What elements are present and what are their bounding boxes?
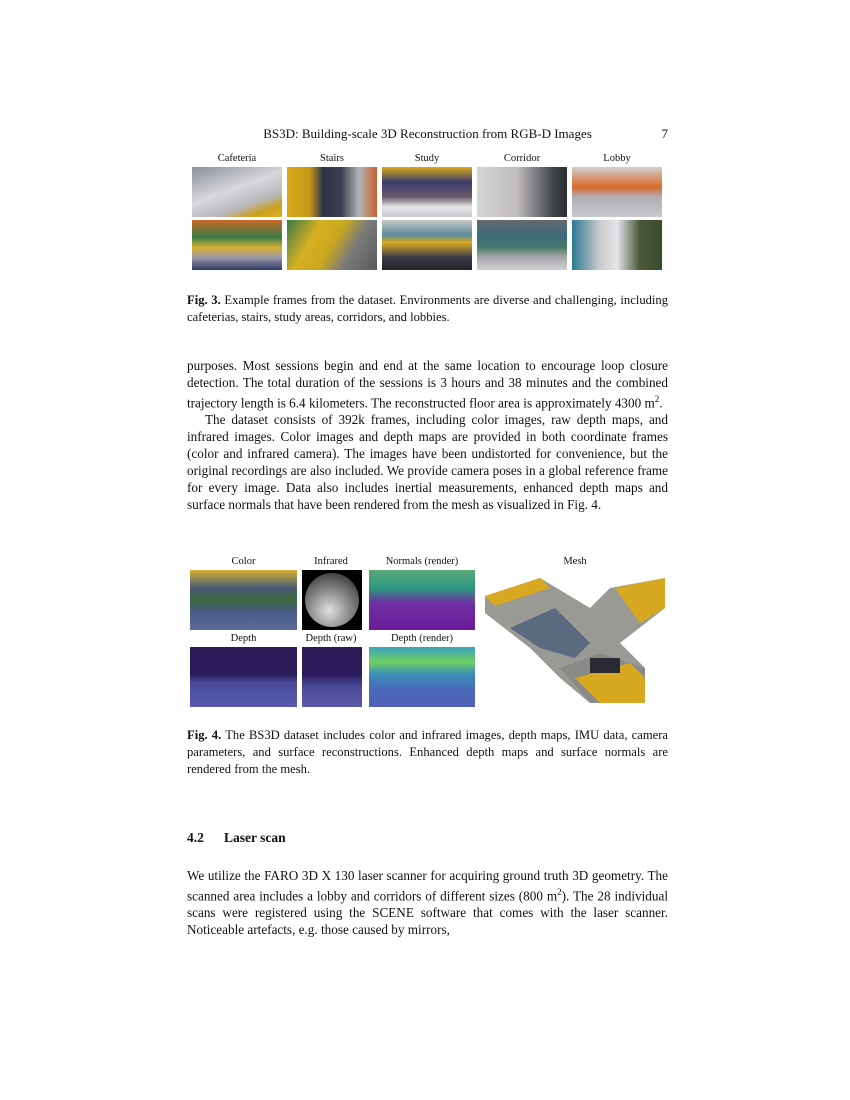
fig4-label-infrared: Infrared	[314, 556, 348, 567]
corridor-photo-2	[477, 220, 567, 270]
fig3-label-stairs: Stairs	[320, 153, 344, 164]
fig4-caption-label: Fig. 4.	[187, 728, 222, 742]
section-number: 4.2	[187, 830, 204, 845]
fig4-caption-text: The BS3D dataset includes color and infrared images, depth maps, IMU data, camera parameters, and surface reconstructions. Enhanced depth maps and surface normals are rendered from the mesh.	[187, 728, 668, 776]
section-heading	[187, 830, 286, 846]
fig3-caption-label: Fig. 3.	[187, 293, 221, 307]
page-number: 7	[661, 126, 668, 141]
superscript: 2	[557, 887, 562, 897]
paragraph-1-text: purposes. Most sessions begin and end at the same location to encourage loop closure detection. The total duration of the sessions is 3 hours and 38 minutes and the combined trajectory length is 6.4 kilometers. The reconstructed floor area is approximately 4300 m	[187, 358, 668, 411]
body-text-2	[187, 867, 668, 938]
corridor-photo-1	[477, 167, 567, 217]
fig3-label-study: Study	[414, 153, 440, 164]
section-title: Laser scan	[224, 830, 286, 845]
normals-render-image	[369, 570, 475, 630]
depth-image	[190, 647, 297, 707]
fig3-caption	[187, 292, 668, 326]
fig4-label-depth: Depth	[230, 633, 257, 644]
infrared-image	[302, 570, 362, 630]
fig4-label-normals: Normals (render)	[385, 556, 459, 567]
paragraph-2: The dataset consists of 392k frames, including color images, raw depth maps, and infrared images. Color images and depth maps are provided in both coordinate frames (color and infrared camera). The images have been undistorted for convenience, but the original recordings are also included. We provide camera poses in a global reference frame for every image. Data also includes inertial measurements, enhanced depth maps and surface normals that have been rendered from the mesh as visualized in Fig. 4.	[187, 412, 668, 513]
fig4-label-color: Color	[231, 556, 256, 567]
stairs-photo-1	[287, 167, 377, 217]
paragraph-3	[187, 867, 668, 938]
study-photo-1	[382, 167, 472, 217]
paragraph-1	[187, 357, 668, 411]
stairs-photo-2	[287, 220, 377, 270]
cafeteria-photo-2	[192, 220, 282, 270]
cafeteria-photo-1	[192, 167, 282, 217]
color-image	[190, 570, 297, 630]
body-text-1	[187, 357, 668, 513]
paragraph-3-text-b: ). The 28 individual scans were registered using the SCENE software that comes with the laser scanner. Noticeable artefacts, e.g. those caused by mirrors,	[187, 888, 668, 938]
paragraph-3-text-a: We utilize the FARO 3D X 130 laser scanner for acquiring ground truth 3D geometry. The scanned area includes a lobby and corridors of different sizes (800 m	[187, 868, 668, 904]
depth-render-image	[369, 647, 475, 707]
fig4-label-depth-render: Depth (render)	[390, 633, 454, 644]
fig3-label-cafeteria: Cafeteria	[217, 153, 257, 164]
fig4-label-mesh: Mesh	[563, 556, 587, 567]
fig3-caption-text: Example frames from the dataset. Environments are diverse and challenging, including cafeterias, stairs, study areas, corridors, and lobbies.	[187, 293, 669, 324]
fig3-label-lobby: Lobby	[603, 153, 631, 164]
fig3-label-corridor: Corridor	[503, 153, 541, 164]
running-header: BS3D: Building-scale 3D Reconstruction from RGB-D Images	[263, 126, 592, 141]
fig4-caption	[187, 727, 668, 778]
lobby-photo-1	[572, 167, 662, 217]
fig4-label-depth-raw: Depth (raw)	[305, 633, 357, 644]
paragraph-1-end: .	[659, 395, 663, 411]
study-photo-2	[382, 220, 472, 270]
mesh-reconstruction-image	[480, 568, 670, 708]
lobby-photo-2	[572, 220, 662, 270]
depth-raw-image	[302, 647, 362, 707]
superscript: 2	[654, 394, 660, 404]
